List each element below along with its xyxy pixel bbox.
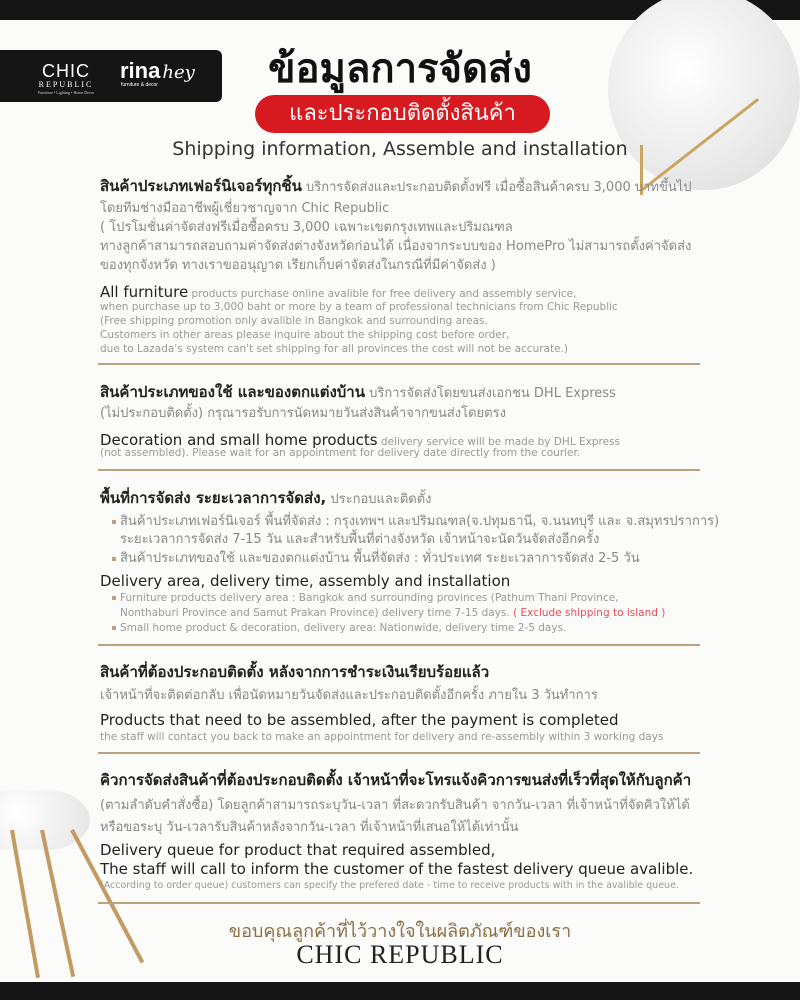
divider [98,469,700,471]
bullet-icon [112,596,116,600]
bottom-bar [0,982,800,1000]
heading-rest: products purchase online avalible for free delivery and assembly service, [188,288,577,300]
body-line: (According to order queue) customers can specify the prefered date - time to receive products with in the avalible queue. [100,880,679,891]
footer-brand: CHIC REPUBLIC [296,940,504,969]
section-1-th-heading [100,174,692,198]
section-1-en-heading [100,282,576,301]
heading-rest: ประกอบและติดตั้ง [326,492,432,507]
body-line: the staff will contact you back to make an appointment for delivery and re-assembly within 3 working days [100,731,664,743]
bullet-icon [112,520,116,524]
body-line: เจ้าหน้าที่จะติดต่อกลับ เพื่อนัดหมายวันจัดส่งและประกอบติดตั้งอีกครั้ง ภายใน 3 วันทำการ [100,688,598,703]
divider [98,902,700,904]
logo-text: rina [120,58,161,83]
bullet-item [112,547,640,568]
rina-hey-logo [120,58,195,88]
bullet-text: Furniture products delivery area : Bangkok and surrounding provinces (Pathum Thani Province, [120,592,619,604]
section-2-th-heading [100,380,616,404]
divider [98,644,700,646]
chic-republic-logo [30,62,102,96]
heading-bold: สินค้าประเภทเฟอร์นิเจอร์ทุกชิ้น [100,177,302,195]
logo-tagline: furniture & decor [121,82,158,88]
logo-text: CHIC [42,61,90,81]
stool-leg-decoration [10,830,40,978]
bullet-text: สินค้าประเภทเฟอร์นิเจอร์ พื้นที่จัดส่ง : กรุงเทพฯ และปริมณฑล(จ.ปทุมธานี, จ.นนทบุรี และ จ.สมุทรปราการ) [120,514,720,529]
section-4-en-heading: Products that need to be assembled, after the payment is completed [100,711,619,729]
heading-bold: สินค้าประเภทของใช้ และของตกแต่งบ้าน [100,383,365,401]
lamp-globe-decoration [608,0,800,190]
divider [98,363,700,365]
bullet-icon [112,626,116,630]
body-line: ของทุกจังหวัด ทางเราขออนุญาต เรียกเก็บค่าจัดส่งในกรณีที่มีค่าจัดส่ง ) [100,258,496,273]
logo-text: hey [162,62,195,83]
bullet-continuation: ระยะเวลาการจัดส่ง 7-15 วัน และสำหรับพื้นที่ต่างจังหวัด เจ้าหน้าจะนัดวันจัดส่งอีกครั้ง [120,532,600,547]
body-line: (ตามลำดับคำสั่งซื้อ) โดยลูกค้าสามารถระบุวัน-เวลา ที่สะดวกรับสินค้า จากวัน-เวลา ที่เจ้าหน้าที่จัดคิวให้ได้ [100,798,690,813]
bullet-icon [112,557,116,561]
exclusion-note: ( Exclude shipping to island ) [509,607,666,619]
body-line: (not assembled). Please wait for an appointment for delivery date directly from the courier. [100,447,581,459]
bullet-continuation [120,607,665,619]
page-subtitle: Shipping information, Assemble and installation [172,138,628,160]
section-5-en-heading: Delivery queue for product that required assembled, [100,841,496,859]
body-line: โดยทีมช่างมืออาชีพผู้เชี่ยวชาญจาก Chic Republic [100,201,390,216]
bullet-text: สินค้าประเภทของใช้ และของตกแต่งบ้าน พื้นที่จัดส่ง : ทั่วประเทศ ระยะเวลาการจัดส่ง 2-5 วัน [120,551,640,566]
footer-thanks: ขอบคุณลูกค้าที่ไว้วางใจในผลิตภัณฑ์ของเรา [228,921,572,942]
heading-rest: บริการจัดส่งโดยขนส่งเอกชน DHL Express [364,386,616,401]
page-title: ข้อมูลการจัดส่ง [268,46,532,92]
bullet-item [112,622,566,634]
body-line: (ไม่ประกอบติดตั้ง) กรุณารอรับการนัดหมายวันส่งสินค้าจากขนส่งโดยตรง [100,406,506,421]
section-3-en-heading: Delivery area, delivery time, assembly and installation [100,572,511,590]
heading-bold: All furniture [100,283,189,301]
body-line: ( โปรโมชั่นค่าจัดส่งฟรีเมื่อซื้อครบ 3,000 เฉพาะเขตกรุงเทพและปริมณฑล [100,220,513,235]
body-line: หรือขอระบุ วัน-เวลารับสินค้าหลังจากวัน-เวลา ที่เจ้าหน้าที่เสนอให้ได้เท่านั้น [100,820,519,835]
section-3-th-heading [100,486,432,510]
body-line: Customers in other areas please inquire about the shipping cost before order, [100,329,510,341]
heading-rest: delivery service will be made by DHL Express [377,436,621,448]
body-line: ทางลูกค้าสามารถสอบถามค่าจัดส่งต่างจังหวัดก่อนได้ เนื่องจากระบบของ HomePro ไม่สามารถตั้งค่าจัดส่ง [100,239,692,254]
section-5-en-heading: The staff will call to inform the customer of the fastest delivery queue avalible. [100,860,694,878]
logo-text: REPUBLIC [38,80,94,89]
body-line: when purchase up to 3,000 baht or more by a team of professional technicians from Chic Republic [100,301,618,313]
bullet-item [112,592,619,604]
heading-rest: บริการจัดส่งและประกอบติดตั้งฟรี เมื่อซื้อสินค้าครบ 3,000 บาทขึ้นไป [301,180,692,195]
divider [98,752,700,754]
stool-leg-decoration [40,830,75,978]
title-pill: และประกอบติดตั้งสินค้า [255,95,550,133]
body-line: (Free shipping promotion only avalible in Bangkok and surrounding areas. [100,315,488,327]
heading-bold: Decoration and small home products [100,431,378,449]
logo-tagline: Furniture • Lighting • Home Decor [37,90,94,95]
heading-bold: พื้นที่การจัดส่ง ระยะเวลาการจัดส่ง, [100,489,327,507]
bullet-text: Small home product & decoration, delivery area: Nationwide, delivery time 2-5 days. [120,622,567,634]
bullet-text: Nonthaburi Province and Samut Prakan Province) delivery time 7-15 days. [120,607,510,619]
body-line: due to Lazada's system can't set shipping for all provinces the cost will not be accurate.) [100,343,568,355]
section-5-th-heading: คิวการจัดส่งสินค้าที่ต้องประกอบติดตั้ง เจ้าหน้าที่จะโทรแจ้งคิวการขนส่งที่เร็วที่สุดให้กับลูกค้า [100,771,692,789]
section-4-th-heading: สินค้าที่ต้องประกอบติดตั้ง หลังจากการชำระเงินเรียบร้อยแล้ว [100,663,490,681]
